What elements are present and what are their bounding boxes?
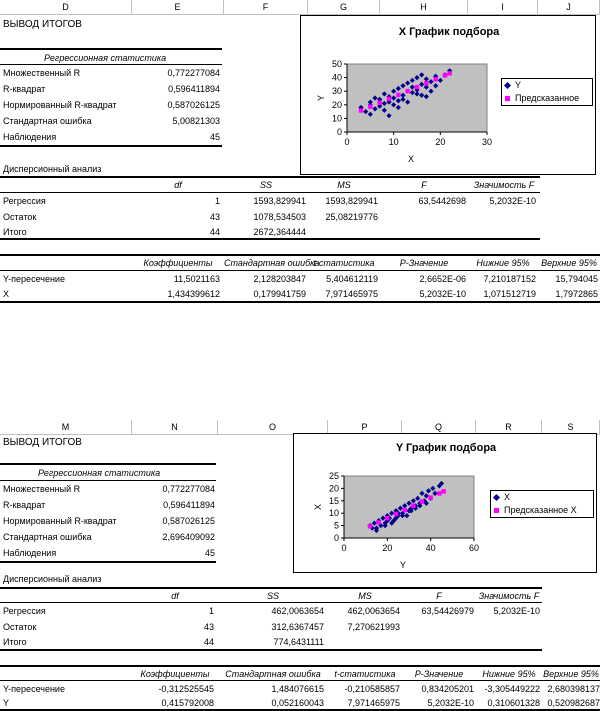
anova-row-label[interactable]: Регрессия <box>3 606 46 616</box>
x-tick-label: 10 <box>388 137 399 147</box>
column-header[interactable]: G <box>308 0 380 14</box>
anova-header: Значимость F <box>478 591 540 601</box>
predicted-point <box>415 85 419 89</box>
stat-value[interactable]: 5,00821303 <box>172 116 220 126</box>
stat-value[interactable]: 45 <box>209 132 220 142</box>
x-tick-label: 20 <box>435 137 446 147</box>
anova-cell[interactable]: 1 <box>208 606 214 616</box>
anova-header: df <box>171 591 179 601</box>
legend-label: X <box>504 492 511 502</box>
coef-cell[interactable]: 5,404612119 <box>326 274 378 284</box>
diamond-marker-icon <box>504 82 511 89</box>
table-rule <box>0 649 542 651</box>
anova-cell[interactable]: 1593,829941 <box>325 196 378 206</box>
anova-cell[interactable]: 43 <box>203 622 214 632</box>
fit-chart-x[interactable] <box>300 15 596 175</box>
coef-header: t-статистика <box>313 258 375 268</box>
column-header[interactable]: P <box>328 420 402 434</box>
coef-cell[interactable]: -0,210585857 <box>344 684 400 694</box>
stat-label[interactable]: Множественный R <box>3 484 81 494</box>
coef-cell[interactable]: 1,434399612 <box>167 289 220 299</box>
coef-cell[interactable]: 1,484076615 <box>271 684 324 694</box>
predicted-point <box>359 108 363 112</box>
predicted-point <box>411 504 415 508</box>
y-tick-label: 0 <box>336 127 342 137</box>
anova-row-label[interactable]: Остаток <box>3 622 37 632</box>
predicted-point <box>394 512 398 516</box>
column-header[interactable]: F <box>224 0 308 14</box>
table-rule <box>0 192 540 193</box>
coef-cell[interactable]: 0,834205201 <box>421 684 474 694</box>
coef-cell[interactable]: 1,7972865 <box>555 289 598 299</box>
coef-cell[interactable]: -3,305449222 <box>484 684 540 694</box>
predicted-point <box>368 524 372 528</box>
table-rule <box>0 680 600 681</box>
column-header[interactable]: E <box>132 0 224 14</box>
anova-cell[interactable]: 43 <box>209 212 220 222</box>
coef-cell[interactable]: -0,312525545 <box>158 684 214 694</box>
predicted-point <box>376 520 380 524</box>
chart-legend <box>490 490 594 518</box>
plot-background <box>344 476 474 538</box>
anova-cell[interactable]: 1593,829941 <box>253 196 306 206</box>
coef-cell[interactable]: 0,310601328 <box>487 698 540 708</box>
coef-cell[interactable]: 7,210187152 <box>483 274 536 284</box>
column-header[interactable]: H <box>380 0 468 14</box>
legend-item <box>502 79 592 92</box>
coef-header: Верхние 95% <box>543 669 599 679</box>
predicted-point <box>428 495 432 499</box>
y-tick-label: 30 <box>331 86 342 97</box>
anova-cell[interactable]: 25,08219776 <box>325 212 378 222</box>
y-tick-label: 40 <box>331 72 342 83</box>
coef-header: Нижние 95% <box>476 258 530 268</box>
predicted-point <box>385 516 389 520</box>
coef-header: Стандартная ошибка <box>225 669 321 679</box>
predicted-point <box>368 104 372 108</box>
anova-cell[interactable]: 5,2032E-10 <box>489 196 536 206</box>
y-tick-label: 10 <box>331 113 342 124</box>
column-header[interactable]: S <box>542 420 600 434</box>
anova-header: df <box>174 180 182 190</box>
anova-header: MS <box>337 180 351 190</box>
y-tick-label: 25 <box>328 471 339 481</box>
anova-title: Дисперсионный анализ <box>3 164 102 174</box>
stat-value[interactable]: 0,596411894 <box>163 500 215 510</box>
anova-title: Дисперсионный анализ <box>3 574 102 584</box>
y-axis-label: X <box>313 503 323 511</box>
stat-value[interactable]: 2,696409092 <box>162 532 215 542</box>
coef-cell[interactable]: 2,128203847 <box>253 274 306 284</box>
y-tick-label: 0 <box>333 533 339 543</box>
y-tick-label: 20 <box>328 483 339 494</box>
stat-value[interactable]: 0,587026125 <box>162 516 215 526</box>
column-header[interactable]: J <box>538 0 600 14</box>
x-tick-label: 30 <box>481 137 493 147</box>
chart-title: Y График подбора <box>395 442 497 454</box>
legend-item <box>491 491 593 504</box>
fit-chart-y[interactable] <box>293 433 597 573</box>
anova-cell[interactable]: 44 <box>209 227 220 237</box>
coef-cell[interactable]: 15,794045 <box>555 274 598 284</box>
predicted-point <box>424 81 428 85</box>
stat-label[interactable]: R-квадрат <box>3 84 46 94</box>
coef-cell[interactable]: 0,179941759 <box>253 289 306 299</box>
column-header[interactable]: D <box>0 0 132 14</box>
coef-cell[interactable]: 2,680398137 <box>547 684 600 694</box>
coef-cell[interactable]: 0,520982687 <box>547 698 600 708</box>
column-header[interactable]: M <box>0 420 132 434</box>
stat-value[interactable]: 0,587026125 <box>167 100 220 110</box>
anova-row-label[interactable]: Остаток <box>3 212 37 222</box>
output-title: ВЫВОД ИТОГОВ <box>3 19 82 30</box>
coef-row-label[interactable]: Y-пересечение <box>3 684 65 694</box>
coef-cell[interactable]: 1,071512719 <box>483 289 536 299</box>
anova-header: Значимость F <box>473 180 535 190</box>
chart-title: X График подбора <box>398 26 500 38</box>
output-title: ВЫВОД ИТОГОВ <box>3 437 82 448</box>
anova-cell[interactable]: 462,0063654 <box>347 606 400 616</box>
coef-cell[interactable]: 0,052160043 <box>271 698 324 708</box>
coef-cell[interactable]: 2,6652E-06 <box>419 274 466 284</box>
stat-label[interactable]: R-квадрат <box>3 500 46 510</box>
column-header[interactable]: Q <box>402 420 476 434</box>
table-rule <box>0 602 542 603</box>
plot-background <box>347 64 487 132</box>
column-header[interactable]: N <box>132 420 218 434</box>
table-rule <box>0 480 216 481</box>
anova-header: F <box>436 591 442 601</box>
diamond-marker-icon <box>493 494 500 501</box>
stat-label[interactable]: Стандартная ошибка <box>3 116 92 126</box>
x-tick-label: 20 <box>382 543 393 553</box>
stat-label[interactable]: Стандартная ошибка <box>3 532 92 542</box>
anova-cell[interactable]: 7,270621993 <box>347 622 400 632</box>
table-rule <box>0 238 540 240</box>
coef-row-label[interactable]: Y <box>3 698 10 708</box>
predicted-point <box>443 73 447 77</box>
x-tick-label: 0 <box>341 543 347 553</box>
predicted-point <box>441 489 445 493</box>
stat-value[interactable]: 0,772277084 <box>167 68 220 78</box>
stat-label[interactable]: Нормированный R-квадрат <box>3 516 117 526</box>
table-rule <box>0 561 216 563</box>
x-tick-label: 40 <box>425 543 436 553</box>
stat-label[interactable]: Наблюдения <box>3 548 57 558</box>
coef-header: P-Значение <box>399 258 449 268</box>
reg-stats-header: Регрессионная статистика <box>38 468 161 478</box>
y-tick-label: 15 <box>328 495 339 506</box>
predicted-point <box>402 508 406 512</box>
y-axis-label: Y <box>316 94 326 102</box>
table-rule <box>0 145 222 147</box>
anova-header: SS <box>266 591 279 601</box>
anova-row-label[interactable]: Итого <box>3 227 27 237</box>
coef-header: P-Значение <box>414 669 464 679</box>
predicted-point <box>420 499 424 503</box>
coef-header: Верхние 95% <box>541 258 597 268</box>
table-rule <box>0 463 216 465</box>
column-header[interactable]: I <box>468 0 538 14</box>
predicted-point <box>387 97 391 101</box>
stat-value[interactable]: 0,772277084 <box>162 484 215 494</box>
coef-cell[interactable]: 0,415792008 <box>161 698 214 708</box>
anova-cell[interactable]: 5,2032E-10 <box>493 606 540 616</box>
coef-header: t-статистика <box>334 669 396 679</box>
predicted-point <box>433 77 437 81</box>
anova-cell[interactable]: 1078,534503 <box>253 212 306 222</box>
legend-label: Предсказанное <box>515 93 580 103</box>
column-header[interactable]: R <box>476 420 542 434</box>
table-rule <box>0 64 222 65</box>
anova-header: SS <box>259 180 272 190</box>
stat-value[interactable]: 0,596411894 <box>168 84 220 94</box>
table-rule <box>0 48 222 50</box>
stat-label[interactable]: Множественный R <box>3 68 81 78</box>
coef-row-label[interactable]: Y-пересечение <box>3 274 65 284</box>
coef-row-label[interactable]: X <box>3 289 10 299</box>
anova-cell[interactable]: 774,6431111 <box>273 637 324 647</box>
y-tick-label: 10 <box>328 508 339 519</box>
anova-cell[interactable]: 63,54426979 <box>421 606 474 616</box>
legend-item <box>491 504 593 517</box>
y-tick-label: 5 <box>333 520 339 531</box>
column-header-row <box>0 0 600 15</box>
coef-cell[interactable]: 7,971465975 <box>347 698 400 708</box>
coef-header: Коэффициенты <box>143 258 213 268</box>
coef-header: Коэффициенты <box>140 669 210 679</box>
predicted-point <box>447 71 451 75</box>
table-rule <box>0 270 600 271</box>
x-tick-label: 60 <box>468 543 480 553</box>
stat-label[interactable]: Нормированный R-квадрат <box>3 100 117 110</box>
chart-legend <box>501 78 593 106</box>
anova-cell[interactable]: 44 <box>203 637 214 647</box>
predicted-point <box>437 491 441 495</box>
square-marker-icon <box>494 508 499 513</box>
stat-label[interactable]: Наблюдения <box>3 132 57 142</box>
reg-stats-header: Регрессионная статистика <box>44 53 167 63</box>
anova-row-label[interactable]: Итого <box>3 637 27 647</box>
anova-header: MS <box>358 591 372 601</box>
coef-cell[interactable]: 5,2032E-10 <box>427 698 474 708</box>
legend-label: Y <box>515 80 522 90</box>
x-tick-label: 0 <box>344 137 350 147</box>
x-axis-label: Y <box>399 560 407 570</box>
anova-header: F <box>421 180 427 190</box>
column-header[interactable]: O <box>218 420 328 434</box>
predicted-point <box>377 101 381 105</box>
x-axis-label: X <box>407 154 415 164</box>
coef-cell[interactable]: 5,2032E-10 <box>419 289 466 299</box>
square-marker-icon <box>505 96 510 101</box>
stat-value[interactable]: 45 <box>204 548 215 558</box>
legend-label: Предсказанное X <box>504 505 577 515</box>
y-tick-label: 50 <box>331 59 342 69</box>
anova-cell[interactable]: 462,0063654 <box>271 606 324 616</box>
predicted-point <box>396 93 400 97</box>
anova-cell[interactable]: 2672,364444 <box>253 227 306 237</box>
coef-cell[interactable]: 7,971465975 <box>325 289 378 299</box>
y-tick-label: 20 <box>331 99 342 110</box>
anova-cell[interactable]: 312,6367457 <box>271 622 324 632</box>
table-rule <box>0 301 600 303</box>
coef-header: Стандартная ошибка <box>224 258 320 268</box>
anova-cell[interactable]: 1 <box>214 196 220 206</box>
anova-cell[interactable]: 63,5442698 <box>418 196 466 206</box>
coef-cell[interactable]: 11,5021163 <box>173 274 220 284</box>
anova-row-label[interactable]: Регрессия <box>3 196 46 206</box>
legend-item <box>502 92 592 105</box>
predicted-point <box>405 89 409 93</box>
coef-header: Нижние 95% <box>482 669 536 679</box>
